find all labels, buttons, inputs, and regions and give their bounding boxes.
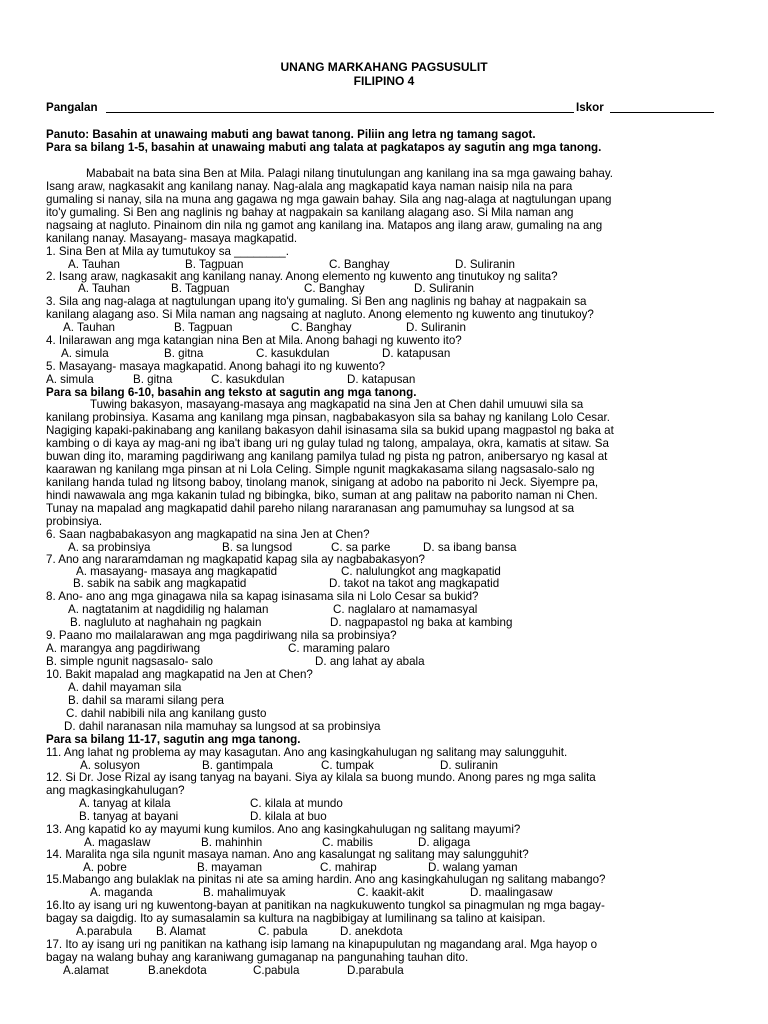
choice-12c[interactable]: C. kilala at mundo — [250, 797, 343, 810]
name-field[interactable] — [106, 112, 574, 113]
choice-4c[interactable]: C. kasukdulan — [256, 347, 330, 360]
choice-1a[interactable]: A. Tauhan — [68, 258, 121, 271]
question-17: 17. Ito ay isang uri ng panitikan na kathang isip lamang na kinapupulutan ng magandang aral. Mga hayop o — [46, 938, 598, 951]
passage-line: kambing o di kaya ay mag-ani ng iba't ibang uri ng gulay tulad ng talong, ampalaya, okra, kamatis at sitaw. Sa — [46, 437, 609, 450]
choice-1d[interactable]: D. Suliranin — [455, 258, 515, 271]
exam-subject: FILIPINO 4 — [353, 74, 415, 88]
choice-13b[interactable]: B. mahinhin — [201, 836, 263, 849]
choice-3c[interactable]: C. Banghay — [291, 321, 352, 334]
exam-title: UNANG MARKAHANG PAGSUSULIT — [280, 60, 488, 74]
section-directions: Para sa bilang 11-17, sagutin ang mga tanong. — [46, 733, 301, 746]
choice-3d[interactable]: D. Suliranin — [406, 321, 466, 334]
choice-15c[interactable]: C. kaakit-akit — [357, 886, 425, 899]
choice-11c[interactable]: C. tumpak — [321, 759, 374, 772]
choice-17c[interactable]: C.pabula — [253, 964, 300, 977]
passage-line: kanilang handa tulad ng litsong baboy, tinolang manok, sinigang at adobo na paborito ni Jeck. Siyempre pa, — [46, 476, 599, 489]
choice-14b[interactable]: B. mayaman — [197, 861, 263, 874]
choice-11d[interactable]: D. suliranin — [440, 759, 498, 772]
choice-15d[interactable]: D. maalingasaw — [470, 886, 553, 899]
choice-6c[interactable]: C. sa parke — [331, 541, 391, 554]
passage-line: hindi nawawala ang mga kakanin tulad ng bibingka, biko, suman at ang palitaw na paborito naman ni Chen. — [46, 489, 598, 502]
question-4: 4. Inilarawan ang mga katangian nina Ben at Mila. Anong bahagi ng kuwento ito? — [46, 334, 462, 347]
choice-7a[interactable]: A. masayang- masaya ang magkapatid — [76, 565, 278, 578]
question-7: 7. Ano ang nararamdaman ng magkapatid kapag sila ay nagbabakasyon? — [46, 553, 425, 566]
choice-5a[interactable]: A. simula — [46, 373, 94, 386]
question-5: 5. Masayang- masaya magkapatid. Anong bahagi ito ng kuwento? — [46, 360, 386, 373]
name-label: Pangalan — [46, 101, 98, 114]
question-12-cont: ang magkasingkahulugan? — [46, 784, 185, 797]
passage-line: Tunay na mapalad ang magkapatid dahil pareho nilang nararanasan ang pamumuhay sa lungsod at sa — [46, 502, 575, 515]
passage-line: kanilang nanay. Masayang- masaya magkapatid. — [46, 232, 298, 245]
choice-2a[interactable]: A. Tauhan — [78, 282, 131, 295]
question-6: 6. Saan nagbabakasyon ang magkapatid na sina Jen at Chen? — [46, 528, 370, 541]
choice-14d[interactable]: D. walang yaman — [428, 861, 518, 874]
choice-9c[interactable]: C. maraming palaro — [288, 642, 390, 655]
question-10: 10. Bakit mapalad ang magkapatid na Jen at Chen? — [46, 668, 313, 681]
choice-1c[interactable]: C. Banghay — [329, 258, 390, 271]
passage-line: Nagiging kapaki-pakinabang ang kanilang bakasyon dahil isinasama sila sa bukid upang magpastol ng baka at — [46, 424, 614, 437]
choice-8a[interactable]: A. nagtatanim at nagdidilig ng halaman — [68, 603, 269, 616]
passage-line: kaarawan ng kanilang mga pinsan at ni Lola Celing. Simple ngunit magkakasama silang nagsasalo-salo ng — [46, 463, 595, 476]
question-3-cont: kanilang alagang aso. Si Mila naman ang nagsaing at nagluto. Anong elemento ng kuwento ang tinutukoy? — [46, 308, 594, 321]
choice-10b[interactable]: B. dahil sa marami silang pera — [68, 694, 224, 707]
choice-12b[interactable]: B. tanyag at bayani — [79, 810, 179, 823]
choice-2d[interactable]: D. Suliranin — [414, 282, 474, 295]
passage-line: gumaling si nanay, sila na muna ang gagawa ng mga gawain bahay. Sila ang nag-alaga at nagtulungan upang — [46, 193, 612, 206]
choice-10d[interactable]: D. dahil naranasan nila mamuhay sa lungsod at sa probinsiya — [64, 720, 381, 733]
question-3: 3. Sila ang nag-alaga at nagtulungan upang ito'y gumaling. Si Ben ang naglinis ng bahay at nagpakain sa — [46, 295, 587, 308]
choice-8b[interactable]: B. nagluluto at naghahain ng pagkain — [70, 616, 262, 629]
passage-line: ito'y gumaling. Si Ben ang naglinis ng bahay at nagpakain sa kanilang alagang aso. Si Mila naman ang — [46, 206, 574, 219]
question-8: 8. Ano- ano ang mga ginagawa nila sa kapag isinasama sila ni Lolo Cesar sa bukid? — [46, 590, 479, 603]
choice-10a[interactable]: A. dahil mayaman sila — [68, 681, 182, 694]
question-15: 15.Mabango ang bulaklak na pinitas ni ate sa aming hardin. Ano ang kasingkahulugan ng salitang mabango? — [46, 873, 606, 886]
passage-line: Mababait na bata sina Ben at Mila. Palagi nilang tinutulungan ang kanilang ina sa mga gawaing bahay. — [86, 167, 614, 180]
choice-11a[interactable]: A. solusyon — [80, 759, 140, 772]
question-13: 13. Ang kapatid ko ay mayumi kung kumilos. Ano ang kasingkahulugan ng salitang mayumi? — [46, 823, 521, 836]
choice-3a[interactable]: A. Tauhan — [63, 321, 116, 334]
score-label: Iskor — [576, 101, 604, 114]
question-9: 9. Paano mo mailalarawan ang mga pagdiriwang nila sa probinsiya? — [46, 629, 397, 642]
choice-7b[interactable]: B. sabik na sabik ang magkapatid — [73, 577, 247, 590]
passage-line: kanilang probinsiya. Kasama ang kanilang mga pinsan, nagbabakasyon sila sa bahay ng kanilang Lolo Cesar. — [46, 411, 610, 424]
question-14: 14. Maralita nga sila ngunit masaya naman. Ano ang kasalungat ng salitang may salungguhit? — [46, 848, 529, 861]
choice-6d[interactable]: D. sa ibang bansa — [423, 541, 517, 554]
choice-10c[interactable]: C. dahil nabibili nila ang kanilang gusto — [66, 707, 267, 720]
choice-1b[interactable]: B. Tagpuan — [185, 258, 244, 271]
choice-17a[interactable]: A.alamat — [63, 964, 109, 977]
question-16: 16.Ito ay isang uri ng kuwentong-bayan at panitikan na nagkukuwento tungkol sa pinagmulan ng mga bagay- — [46, 899, 605, 912]
choice-17b[interactable]: B.anekdota — [148, 964, 207, 977]
choice-8c[interactable]: C. naglalaro at namamasyal — [333, 603, 478, 616]
choice-9b[interactable]: B. simple ngunit nagsasalo- salo — [46, 655, 213, 668]
choice-3b[interactable]: B. Tagpuan — [174, 321, 233, 334]
choice-9a[interactable]: A. marangya ang pagdiriwang — [46, 642, 201, 655]
passage-line: Isang araw, nagkasakit ang kanilang nanay. Nag-alala ang magkapatid kaya naman naisip nila na para — [46, 180, 573, 193]
section-directions: Para sa bilang 6-10, basahin ang teksto at sagutin ang mga tanong. — [46, 386, 417, 399]
choice-4b[interactable]: B. gitna — [164, 347, 204, 360]
choice-14a[interactable]: A. pobre — [83, 861, 127, 874]
choice-5b[interactable]: B. gitna — [133, 373, 173, 386]
choice-16b[interactable]: B. Alamat — [156, 925, 206, 938]
choice-2b[interactable]: B. Tagpuan — [171, 282, 230, 295]
passage-line: Tuwing bakasyon, masayang-masaya ang magkapatid na sina Jen at Chen dahil umuuwi sila sa — [90, 398, 584, 411]
choice-16c[interactable]: C. pabula — [258, 925, 308, 938]
question-16-cont: bagay sa daigdig. Ito ay sumasalamin sa kultura na nagbibigay at lumilinang sa talino at kaisipan. — [46, 912, 546, 925]
choice-14c[interactable]: C. mahirap — [320, 861, 377, 874]
score-field[interactable] — [610, 112, 714, 113]
choice-4a[interactable]: A. simula — [61, 347, 109, 360]
choice-4d[interactable]: D. katapusan — [382, 347, 451, 360]
choice-2c[interactable]: C. Banghay — [304, 282, 365, 295]
choice-17d[interactable]: D.parabula — [347, 964, 404, 977]
choice-6b[interactable]: B. sa lungsod — [222, 541, 293, 554]
choice-13a[interactable]: A. magaslaw — [84, 836, 151, 849]
choice-13c[interactable]: C. mabilis — [322, 836, 373, 849]
choice-5d[interactable]: D. katapusan — [347, 373, 416, 386]
choice-5c[interactable]: C. kasukdulan — [211, 373, 285, 386]
question-1: 1. Sina Ben at Mila ay tumutukoy sa ________. — [46, 245, 289, 258]
passage-line: probinsiya. — [46, 515, 103, 528]
choice-16d[interactable]: D. anekdota — [340, 925, 403, 938]
choice-16a[interactable]: A.parabula — [76, 925, 133, 938]
choice-7c[interactable]: C. nalulungkot ang magkapatid — [341, 565, 501, 578]
question-12: 12. Si Dr. Jose Rizal ay isang tanyag na bayani. Siya ay kilala sa buong mundo. Anong pares ng mga salita — [46, 771, 596, 784]
choice-12d[interactable]: D. kilala at buo — [250, 810, 327, 823]
choice-9d[interactable]: D. ang lahat ay abala — [315, 655, 425, 668]
choice-15a[interactable]: A. maganda — [90, 886, 153, 899]
choice-12a[interactable]: A. tanyag at kilala — [79, 797, 171, 810]
choice-6a[interactable]: A. sa probinsiya — [68, 541, 151, 554]
choice-7d[interactable]: D. takot na takot ang magkapatid — [329, 577, 500, 590]
question-11: 11. Ang lahat ng problema ay may kasagutan. Ano ang kasingkahulugan ng salitang may salungguhit. — [46, 746, 568, 759]
directions-line: Panuto: Basahin at unawaing mabuti ang bawat tanong. Piliin ang letra ng tamang sagot. — [46, 128, 536, 141]
directions-line: Para sa bilang 1-5, basahin at unawaing mabuti ang talata at pagkatapos ay sagutin ang mga tanong. — [46, 141, 602, 154]
question-17-cont: bagay na walang buhay ang karaniwang gumaganap na pangunahing tauhan dito. — [46, 951, 469, 964]
choice-11b[interactable]: B. gantimpala — [202, 759, 273, 772]
choice-13d[interactable]: D. aligaga — [418, 836, 471, 849]
passage-line: nagsaing at nagluto. Pinainom din nila ng gamot ang kanilang ina. Matapos ang ilang araw, gumaling na ang — [46, 219, 603, 232]
choice-8d[interactable]: D. nagpapastol ng baka at kambing — [330, 616, 513, 629]
question-2: 2. Isang araw, nagkasakit ang kanilang nanay. Anong elemento ng kuwento ang tinutukoy ng salita? — [46, 270, 558, 283]
choice-15b[interactable]: B. mahalimuyak — [203, 886, 286, 899]
passage-line: buwan ding ito, maraming pagdiriwang ang kanilang pamilya tulad ng pista ng patron, anibersaryo ng kasal at — [46, 450, 608, 463]
